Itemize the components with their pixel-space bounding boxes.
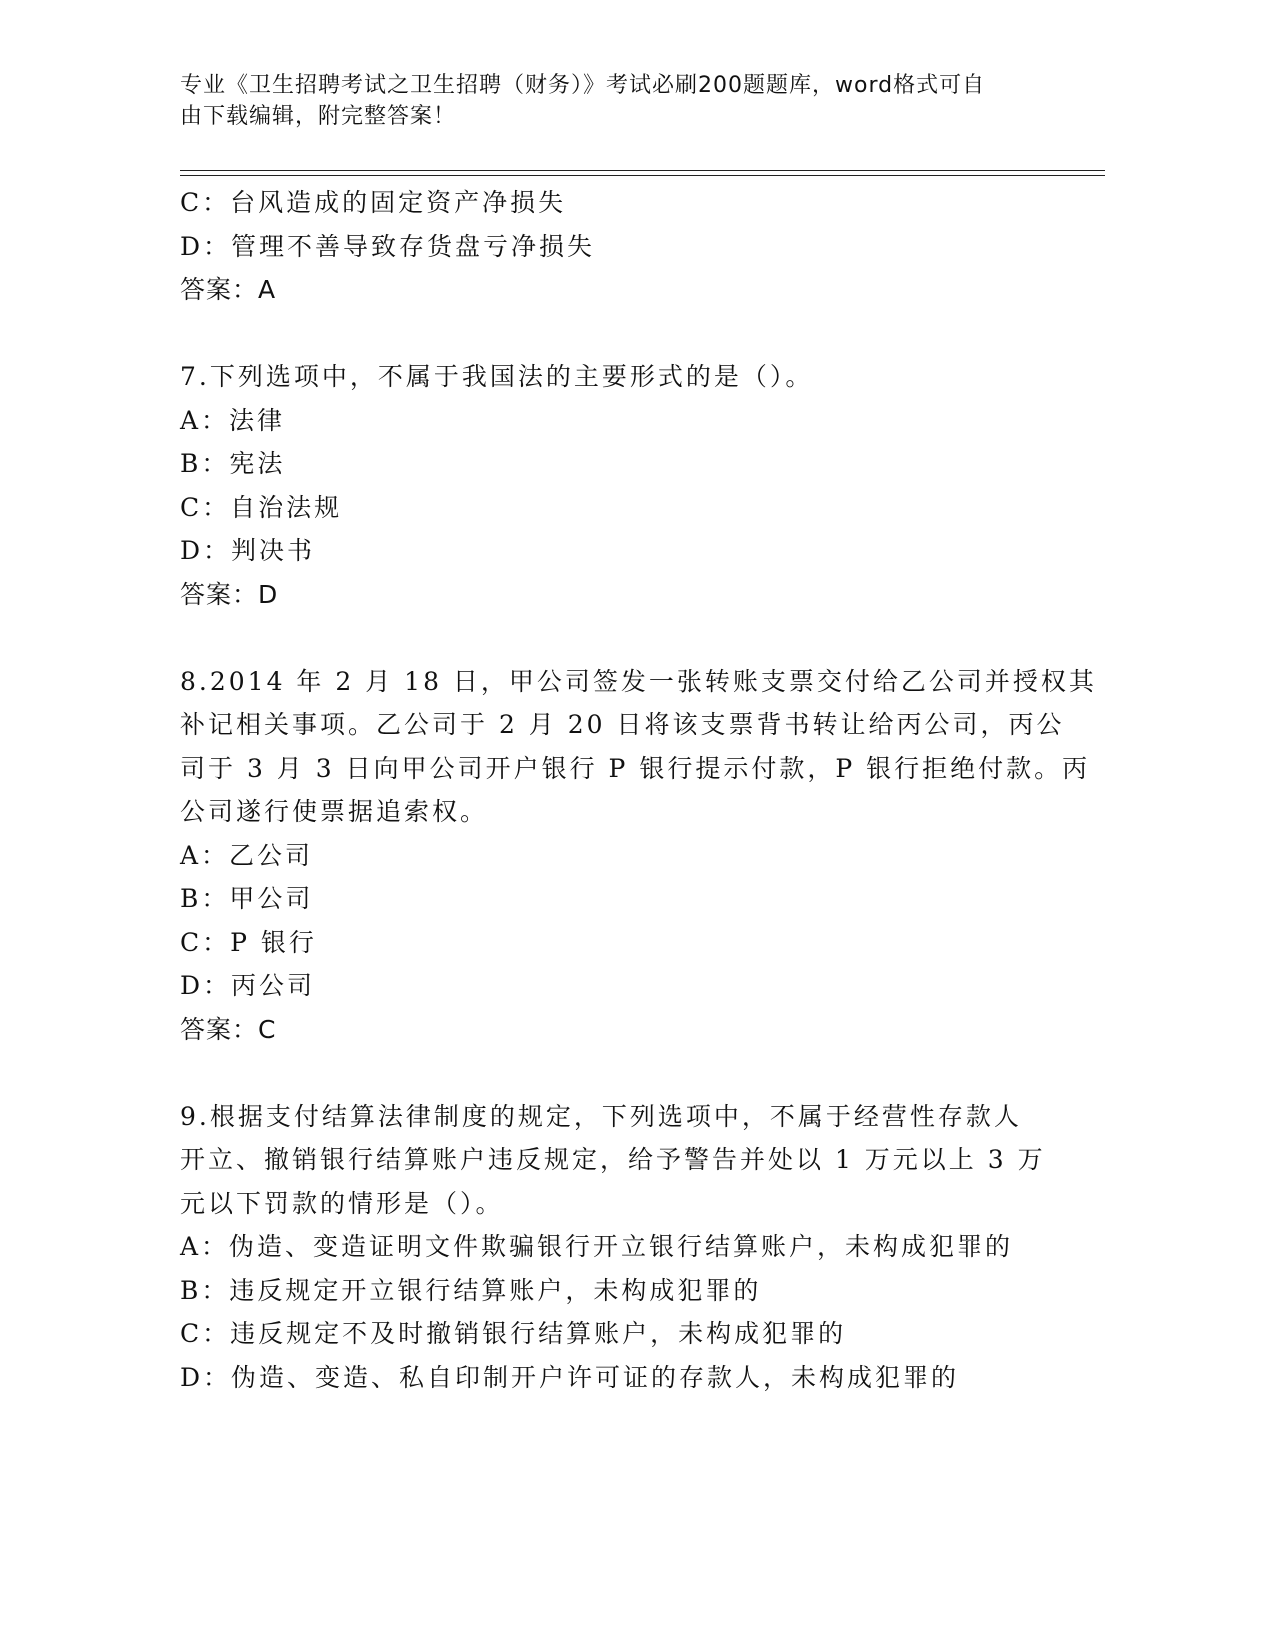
- question-stem-line: 司于 3 月 3 日向甲公司开户银行 P 银行提示付款，P 银行拒绝付款。丙: [180, 753, 1091, 783]
- question-stem-line: 元以下罚款的情形是（）。: [180, 1188, 504, 1218]
- option-b: B：宪法: [180, 449, 286, 478]
- question-stem-line: 开立、撤销银行结算账户违反规定，给予警告并处以 1 万元以上 3 万: [180, 1145, 1046, 1174]
- spacer: [180, 312, 1050, 356]
- spacer: [180, 1051, 1050, 1095]
- header-line-2: 由下载编辑，附完整答案！: [180, 104, 457, 129]
- question-stem-line: 8.2014 年 2 月 18 日，甲公司签发一张转账支票交付给乙公司并授权其: [180, 666, 1097, 696]
- header-divider-bottom: [180, 175, 1105, 176]
- previous-question-tail: [180, 181, 1050, 312]
- option-b: B：违反规定开立银行结算账户，未构成犯罪的: [180, 1275, 762, 1305]
- question-stem: 7.下列选项中，不属于我国法的主要形式的是（）。: [180, 362, 814, 391]
- answer: 答案：C: [180, 1014, 277, 1044]
- question-9: [180, 1095, 1050, 1400]
- option-a: A：法律: [180, 405, 286, 435]
- header-line-1: 专业《卫生招聘考试之卫生招聘（财务）》考试必刷200题题库，word格式可自: [180, 73, 986, 98]
- option-d: D：判决书: [180, 536, 316, 565]
- option-d: D：管理不善导致存货盘亏净损失: [180, 231, 596, 261]
- question-stem-line: 9.根据支付结算法律制度的规定，下列选项中，不属于经营性存款人: [180, 1101, 1022, 1131]
- option-c: C：台风造成的固定资产净损失: [180, 188, 567, 217]
- answer: 答案：D: [180, 579, 279, 609]
- option-a: A：乙公司: [180, 840, 314, 870]
- spacer: [180, 616, 1050, 660]
- option-b: B：甲公司: [180, 884, 314, 913]
- option-d: D：伪造、变造、私自印制开户许可证的存款人，未构成犯罪的: [180, 1362, 960, 1392]
- option-c: C：P 银行: [180, 927, 317, 957]
- answer: 答案：A: [180, 275, 277, 304]
- document-body: [180, 181, 1097, 1399]
- question-stem-line: 补记相关事项。乙公司于 2 月 20 日将该支票背书转让给丙公司，丙公: [180, 710, 1065, 739]
- option-c: C：自治法规: [180, 492, 343, 522]
- page-header: [180, 70, 1040, 132]
- question-stem-line: 公司遂行使票据追索权。: [180, 797, 489, 826]
- option-c: C：违反规定不及时撤销银行结算账户，未构成犯罪的: [180, 1319, 847, 1348]
- header-divider-top: [180, 170, 1105, 171]
- question-7: [180, 355, 1050, 616]
- option-a: A：伪造、变造证明文件欺骗银行开立银行结算账户，未构成犯罪的: [180, 1232, 1014, 1261]
- question-8: [180, 660, 1097, 1052]
- option-d: D：丙公司: [180, 971, 316, 1000]
